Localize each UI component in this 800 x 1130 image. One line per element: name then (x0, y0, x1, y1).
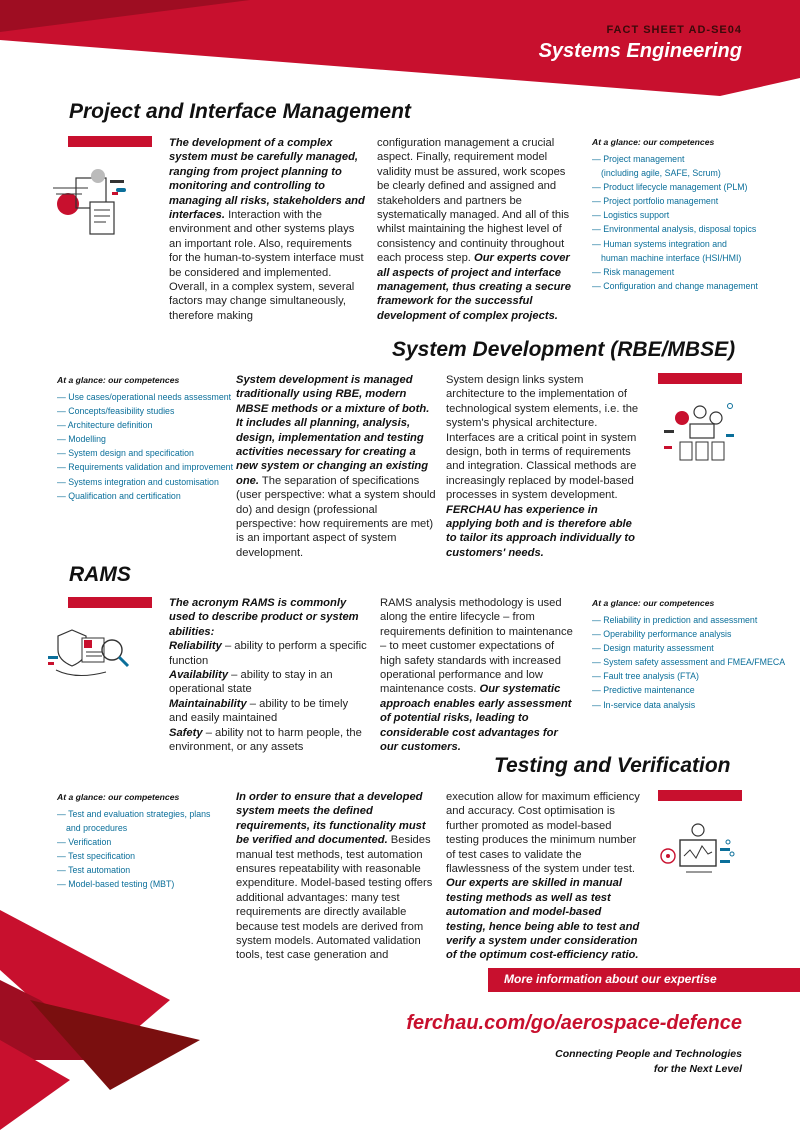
website-link[interactable]: ferchau.com/go/aerospace-defence (406, 1012, 742, 1034)
sd-competences-list (57, 390, 233, 503)
list-item: — Operability performance analysis (592, 629, 732, 640)
section-title-pim: Project and Interface Management (69, 100, 411, 123)
list-item: — In-service data analysis (592, 699, 696, 710)
section-title-rams: RAMS (69, 563, 131, 586)
pim-body-text-2: configuration management a crucial aspect. Finally, requirement model validity must be assured, work scopes be clearly defined and assigned and stakeholders and partners be systematically managed. And all of this whilst maintaining the highest level of consistency and continuity throughout each process step. (377, 137, 570, 265)
list-item: — Configuration and change management (592, 280, 758, 291)
list-item: — Model-based testing (MBT) (57, 879, 175, 890)
rams-body-text: RAMS analysis methodology is used along the entire lifecycle – from requirements definition to maintenance – to meet customer expectations of high safety standards with increased operational performance and low maintenance costs. (380, 597, 573, 696)
list-item: — Qualification and certification (57, 490, 181, 501)
rams-definition: – ability not to harm people, the environment, or any assets (169, 726, 362, 754)
list-item: human machine interface (HSI/HMI) (601, 252, 742, 263)
list-item: — Design maturity assessment (592, 643, 714, 654)
rams-term: Maintainability (169, 697, 247, 710)
list-item: — Reliability in prediction and assessment (592, 615, 758, 625)
pim-lead-text: The development of a complex system must be carefully managed, ranging from project planning to monitoring and controlling to managing all risks, stakeholders and interfaces. (169, 137, 365, 222)
rams-competences-list (592, 613, 785, 712)
rams-competences-heading: At a glance: our competences (592, 598, 715, 608)
sd-competences-heading: At a glance: our competences (57, 375, 180, 385)
workflow-diagram-icon (48, 166, 148, 236)
tv-body-text: Besides manual test methods, test automation ensures repeatability with reasonable expenditure. Model-based testing offers additional advantages: many test requirements are directly available because test models are derived from system models. Automated validation tools, test case generation and (236, 834, 433, 962)
rams-term: Availability (169, 669, 229, 682)
tv-emphasis-text: Our experts are skilled in manual testing methods as well as test automation and model-based testing, hence being able to test and verify a system under consideration of the optimum cost-efficiency ratio. (446, 877, 640, 962)
section-title-tv: Testing and Verification (494, 754, 731, 777)
sd-body-text: The separation of specifications (user perspective: what a system should do) and design (professional perspective: how requirements are met) is an important aspect of system development. (236, 474, 436, 559)
list-item: (including agile, SAFE, Scrum) (601, 168, 721, 179)
fact-sheet-title: Systems Engineering (538, 40, 742, 62)
test-monitor-icon (656, 820, 746, 886)
tagline-line-1: Connecting People and Technologies (555, 1048, 742, 1060)
list-item: — Fault tree analysis (FTA) (592, 671, 699, 682)
section-accent-bar (658, 790, 742, 801)
more-info-link[interactable]: More information about our expertise (488, 968, 800, 992)
tagline-line-2: for the Next Level (653, 1063, 742, 1075)
footer-decoration (0, 890, 260, 1130)
section-accent-bar (68, 136, 152, 147)
list-item: — Product lifecycle management (PLM) (592, 182, 748, 193)
fact-sheet-id: FACT SHEET AD-SE04 (606, 24, 742, 36)
pim-competences-list (592, 152, 758, 293)
rams-term: Reliability (169, 640, 222, 653)
rams-term: Safety (169, 726, 203, 739)
tagline (555, 1047, 742, 1077)
list-item: — System safety assessment and FMEA/FMECA (592, 657, 786, 668)
tv-competences-heading: At a glance: our competences (57, 792, 180, 802)
list-item: — Requirements validation and improvement (57, 462, 234, 473)
list-item: — Systems integration and customisation (57, 476, 219, 487)
list-item: — Verification (57, 837, 112, 848)
list-item: — Modelling (57, 434, 106, 445)
list-item: — Test and evaluation strategies, plans (57, 809, 211, 819)
rams-definition: – ability to perform a specific function (169, 640, 367, 667)
pim-emphasis-text: Our experts cover all aspects of project and interface management, thus creating a secure framework for the successful development of complex projects. (377, 252, 571, 322)
list-item: — Use cases/operational needs assessment (57, 392, 232, 402)
list-item: — Predictive maintenance (592, 685, 695, 696)
list-item: and procedures (66, 823, 128, 834)
safety-analysis-icon (46, 624, 146, 688)
list-item: — Human systems integration and (592, 238, 727, 249)
list-item: — Test specification (57, 851, 136, 862)
list-item: — Risk management (592, 266, 675, 277)
pim-competences-heading: At a glance: our competences (592, 137, 715, 147)
sd-emphasis-text: FERCHAU has experience in applying both and is therefore able to tailor its approach individually to customers' needs. (446, 503, 635, 559)
list-item: — Test automation (57, 865, 131, 876)
tv-lead-text: In order to ensure that a developed system meets the defined requirements, its functionality must be verified and documented. (236, 791, 426, 847)
rams-definition: – ability to be timely and easily maintained (169, 697, 349, 725)
rams-emphasis-text: Our systematic approach enables early assessment of potential risks, leading to considerable cost advantages for our customers. (380, 683, 572, 754)
list-item: — Architecture definition (57, 420, 153, 431)
tv-body-text-2: execution allow for maximum efficiency and accuracy. Cost optimisation is further promoted as model-based testing produces the minimum number of test cases to validate the flawlessness of the system under test. (446, 791, 640, 876)
sd-lead-text: System development is managed traditionally using RBE, modern MBSE methods or a mixture of both. It includes all planning, analysis, design, implementation and testing activities necessary for creating a new system or changing an existing one. (236, 374, 430, 487)
tv-competences-list (57, 807, 210, 892)
list-item: — Project portfolio management (592, 196, 719, 207)
rams-definition: – ability to stay in an operational state (169, 669, 333, 696)
list-item: — Concepts/feasibility studies (57, 406, 175, 417)
section-title-sd: System Development (RBE/MBSE) (392, 338, 736, 361)
list-item: — Logistics support (592, 210, 670, 221)
section-accent-bar (658, 373, 742, 384)
pim-body-text: Interaction with the environment and other systems plays an important role. Also, requirements for the human-to-system interface must be considered and implemented. Overall, in a complex system, several factors may change simultaneously, therefore making (169, 209, 364, 322)
system-architecture-icon (660, 398, 744, 464)
list-item: — Project management (592, 154, 685, 164)
list-item: — System design and specification (57, 448, 194, 459)
section-accent-bar (68, 597, 152, 608)
rams-lead-text: The acronym RAMS is commonly used to describe product or system abilities: (169, 597, 359, 638)
sd-body-text-2: System design links system architecture to the implementation of technological system elements, i.e. the system's physical architecture. Interfaces are a critical point in system design, both in terms of requirements and integration. Classical methods are increasingly replaced by model-based processes in system development. (446, 374, 639, 502)
list-item: — Environmental analysis, disposal topics (592, 224, 757, 235)
